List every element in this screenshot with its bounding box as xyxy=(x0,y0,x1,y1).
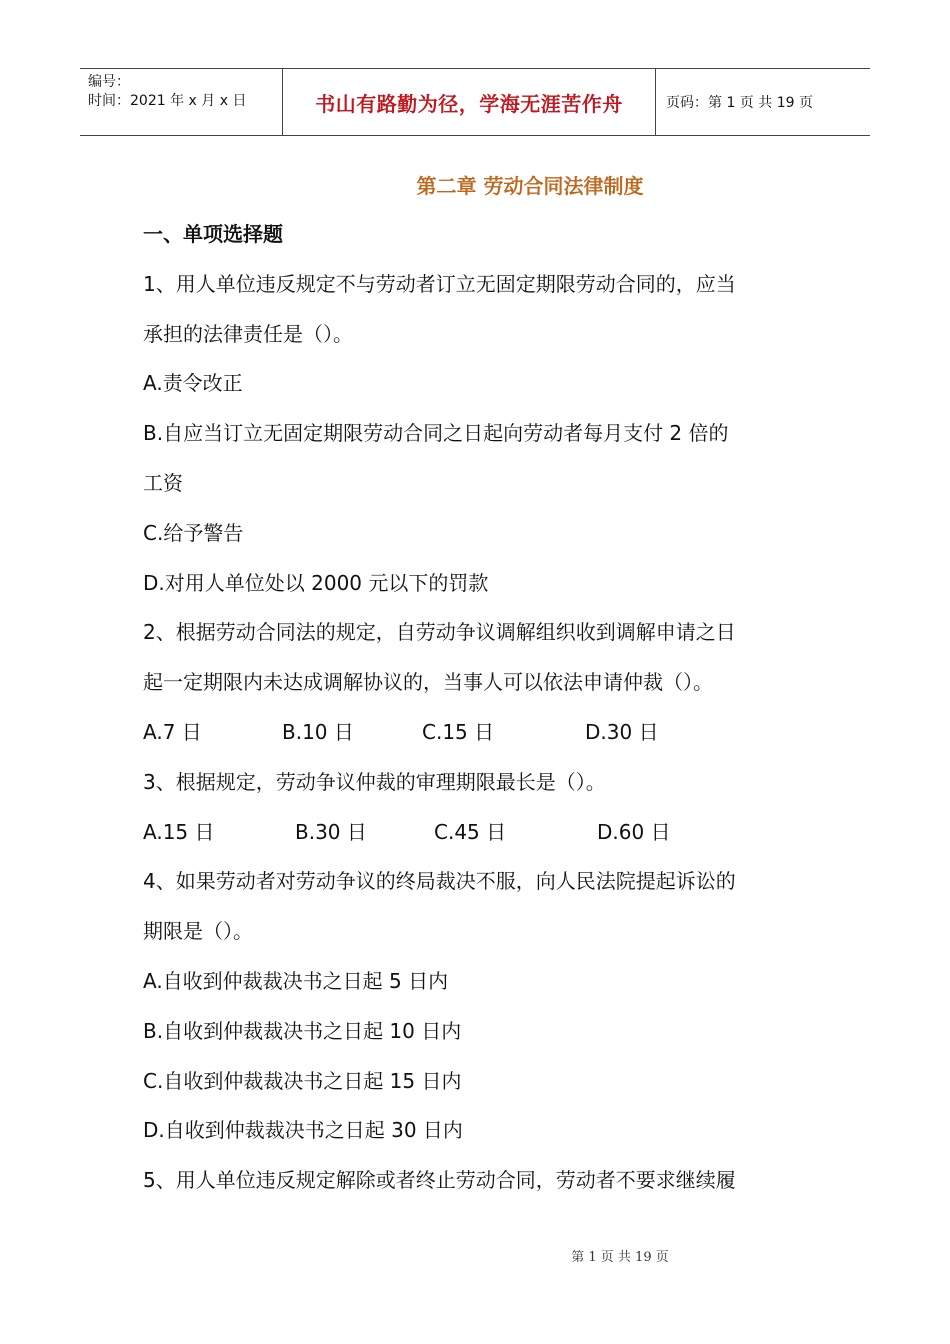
question-4-option-a: A.自收到仲裁裁决书之日起 5 日内 xyxy=(143,968,449,993)
question-4-line-1: 4、如果劳动者对劳动争议的终局裁决不服，向人民法院提起诉讼的 xyxy=(143,869,736,894)
section-title: 一、单项选择题 xyxy=(143,222,283,246)
question-1-option-a: A.责令改正 xyxy=(143,371,243,396)
document-body xyxy=(143,210,823,1206)
page-footer: 第 1 页 共 19 页 xyxy=(571,1250,669,1265)
time-label: 时间：2021 年 x 月 x 日 xyxy=(88,93,247,109)
question-2-options xyxy=(143,708,823,758)
question-3-option-d: D.60 日 xyxy=(597,819,671,844)
question-2-option-d: D.30 日 xyxy=(585,719,659,744)
question-1-line-2: 承担的法律责任是（）。 xyxy=(143,321,353,346)
number-label: 编号： xyxy=(88,74,130,90)
header-motto: 书山有路勤为径，学海无涯苦作舟 xyxy=(282,69,656,135)
question-1-option-b-line-2: 工资 xyxy=(143,470,183,495)
question-3-option-b: B.30 日 xyxy=(295,819,367,844)
question-3-option-a: A.15 日 xyxy=(143,819,215,844)
header-table xyxy=(80,68,870,136)
question-4-line-2: 期限是（）。 xyxy=(143,919,253,944)
question-2-line-1: 2、根据劳动合同法的规定，自劳动争议调解组织收到调解申请之日 xyxy=(143,620,736,645)
header-page-info: 页码：第 1 页 共 19 页 xyxy=(666,95,813,111)
question-3-options xyxy=(143,808,823,858)
question-2-option-c: C.15 日 xyxy=(422,719,495,744)
question-3: 3、根据规定，劳动争议仲裁的审理期限最长是（）。 xyxy=(143,769,606,794)
question-2-option-b: B.10 日 xyxy=(282,719,354,744)
question-3-option-c: C.45 日 xyxy=(434,819,507,844)
question-4-option-d: D.自收到仲裁裁决书之日起 30 日内 xyxy=(143,1118,463,1143)
chapter-title: 第二章 劳动合同法律制度 xyxy=(416,174,644,198)
question-1-option-b-line-1: B.自应当订立无固定期限劳动合同之日起向劳动者每月支付 2 倍的 xyxy=(143,421,729,446)
question-4-option-b: B.自收到仲裁裁决书之日起 10 日内 xyxy=(143,1018,462,1043)
question-1-option-d: D.对用人单位处以 2000 元以下的罚款 xyxy=(143,570,489,595)
question-1-option-c: C.给予警告 xyxy=(143,520,244,545)
question-2-line-2: 起一定期限内未达成调解协议的，当事人可以依法申请仲裁（）。 xyxy=(143,670,713,695)
question-1-line-1: 1、用人单位违反规定不与劳动者订立无固定期限劳动合同的，应当 xyxy=(143,271,736,296)
question-2-option-a: A.7 日 xyxy=(143,719,202,744)
header-meta xyxy=(80,69,282,135)
question-4-option-c: C.自收到仲裁裁决书之日起 15 日内 xyxy=(143,1068,462,1093)
question-5-line-1: 5、用人单位违反规定解除或者终止劳动合同，劳动者不要求继续履 xyxy=(143,1168,736,1193)
